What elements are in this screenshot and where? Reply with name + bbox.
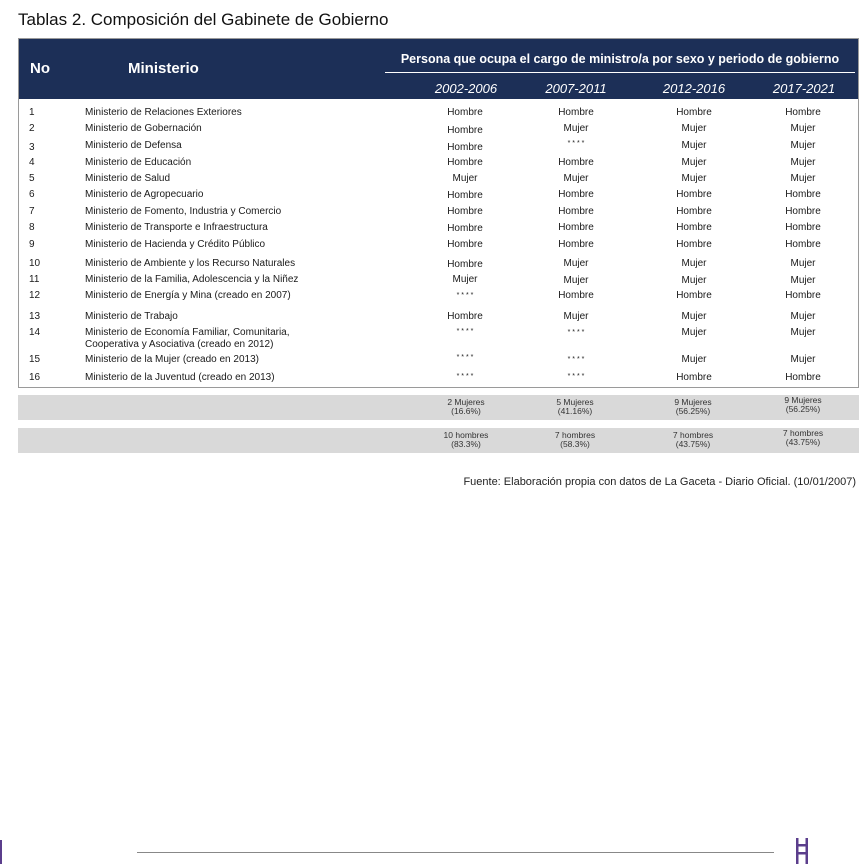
row-value: Hombre <box>785 239 821 250</box>
row-value: Hombre <box>676 239 712 250</box>
row-value: Hombre <box>447 190 483 201</box>
row-value: Hombre <box>447 223 483 234</box>
ladder-icon <box>794 838 810 864</box>
row-value: Hombre <box>447 259 483 270</box>
row-value: * * * * <box>456 373 474 380</box>
row-no: 1 <box>29 107 35 118</box>
table-row <box>19 123 858 137</box>
table-row <box>19 354 858 368</box>
row-value: Mujer <box>681 327 707 338</box>
row-ministerio: Ministerio de la Familia, Adolescencia y la Niñez <box>85 274 299 285</box>
table-title: Tablas 2. Composición del Gabinete de Gobierno <box>18 10 389 29</box>
row-value: Mujer <box>681 157 707 168</box>
row-ministerio: Ministerio de Transporte e Infraestructura <box>85 222 268 233</box>
summary-pct: (16.6%) <box>451 406 481 416</box>
row-value: Mujer <box>790 173 816 184</box>
row-no: 7 <box>29 206 35 217</box>
summary-pct: (41.16%) <box>557 406 593 416</box>
summary-label: 7 hombres <box>782 428 824 438</box>
table-row <box>19 157 858 171</box>
header-period-2017: 2017-2021 <box>772 81 836 96</box>
page-edge-mark <box>0 840 2 864</box>
summary-men-2007 <box>530 431 620 449</box>
source-note: Fuente: Elaboración propia con datos de La Gaceta - Diario Oficial. (10/01/2007) <box>463 476 856 488</box>
row-value: Hombre <box>785 189 821 200</box>
row-value: * * * * <box>567 373 585 380</box>
header-ministerio: Ministerio <box>128 60 199 77</box>
row-ministerio: Ministerio de Salud <box>85 173 171 184</box>
summary-women-2017 <box>758 396 848 414</box>
row-value: Hombre <box>785 222 821 233</box>
row-ministerio: Ministerio de la Juventud (creado en 2013) <box>85 372 275 383</box>
row-ministerio: Ministerio de Trabajo <box>85 311 178 322</box>
row-no: 5 <box>29 173 35 184</box>
table-header <box>19 39 858 99</box>
row-ministerio: Ministerio de Fomento, Industria y Comercio <box>85 206 282 217</box>
summary-women-2012 <box>648 398 738 416</box>
table-row <box>19 274 858 288</box>
row-value: Hombre <box>676 107 712 118</box>
row-value: * * * * <box>456 292 474 299</box>
summary-men-2017 <box>758 429 848 447</box>
row-ministerio: Ministerio de Hacienda y Crédito Público <box>85 239 266 250</box>
row-value: Mujer <box>790 157 816 168</box>
row-no: 6 <box>29 189 35 200</box>
row-ministerio: Ministerio de Educación <box>85 157 192 168</box>
summary-label: 10 hombres <box>443 430 489 440</box>
row-value: Hombre <box>785 206 821 217</box>
row-value: Hombre <box>447 157 483 168</box>
row-value: Mujer <box>681 354 707 365</box>
row-value: Hombre <box>558 107 594 118</box>
summary-pct: (56.25%) <box>785 404 821 414</box>
table-row <box>19 290 858 304</box>
row-value: Hombre <box>558 239 594 250</box>
row-no: 4 <box>29 157 35 168</box>
row-no: 16 <box>29 372 41 383</box>
row-value: Mujer <box>790 258 816 269</box>
row-no: 11 <box>29 274 40 285</box>
table-row <box>19 258 858 272</box>
header-divider <box>385 72 855 73</box>
row-value: Hombre <box>558 157 594 168</box>
summary-men-2002 <box>421 431 511 449</box>
row-no: 13 <box>29 311 41 322</box>
row-value: Mujer <box>790 140 816 151</box>
summary-women-row <box>18 395 859 420</box>
summary-men-2012 <box>648 431 738 449</box>
header-period-2002: 2002-2006 <box>434 81 498 96</box>
row-value: Hombre <box>676 290 712 301</box>
row-value: Mujer <box>681 275 707 286</box>
summary-label: 7 hombres <box>554 430 596 440</box>
row-value: Mujer <box>790 327 816 338</box>
row-value: Mujer <box>563 123 589 134</box>
header-period-2007: 2007-2011 <box>545 81 607 96</box>
row-value: Hombre <box>447 206 483 217</box>
summary-label: 9 Mujeres <box>674 397 712 407</box>
row-no: 14 <box>29 327 41 338</box>
row-ministerio: Ministerio de Relaciones Exteriores <box>85 107 242 118</box>
summary-label: 9 Mujeres <box>784 395 822 405</box>
row-value: Mujer <box>563 275 589 286</box>
row-ministerio: Ministerio de la Mujer (creado en 2013) <box>85 354 259 365</box>
row-value: Mujer <box>681 311 707 322</box>
row-no: 10 <box>29 258 41 269</box>
row-ministerio: Ministerio de Defensa <box>85 140 182 151</box>
row-ministerio-line2: Cooperativa y Asociativa (creado en 2012) <box>85 339 274 350</box>
summary-pct: (43.75%) <box>675 439 711 449</box>
row-value: Hombre <box>558 206 594 217</box>
summary-pct: (56.25%) <box>675 406 711 416</box>
summary-women-2002 <box>421 398 511 416</box>
table-row <box>19 206 858 220</box>
row-no: 9 <box>29 239 35 250</box>
row-value: * * * * <box>567 356 585 363</box>
table-row <box>19 327 858 353</box>
summary-pct: (58.3%) <box>560 439 590 449</box>
row-value: Mujer <box>563 173 589 184</box>
row-value: Mujer <box>681 140 707 151</box>
row-value: Mujer <box>790 123 816 134</box>
row-value: Mujer <box>563 311 589 322</box>
row-value: Mujer <box>681 123 707 134</box>
row-ministerio: Ministerio de Energía y Mina (creado en 2007) <box>85 290 291 301</box>
row-value: * * * * <box>456 354 474 361</box>
summary-pct: (83.3%) <box>451 439 481 449</box>
row-ministerio: Ministerio de Gobernación <box>85 123 202 134</box>
summary-women-2007 <box>530 398 620 416</box>
summary-label: 2 Mujeres <box>447 397 485 407</box>
row-value: Hombre <box>676 222 712 233</box>
header-period-2012: 2012-2016 <box>662 81 726 96</box>
row-no: 8 <box>29 222 35 233</box>
summary-pct: (43.75%) <box>785 437 821 447</box>
row-value: * * * * <box>456 328 474 335</box>
row-value: Hombre <box>558 222 594 233</box>
row-no: 12 <box>29 290 41 301</box>
row-value: Mujer <box>790 311 816 322</box>
row-ministerio: Ministerio de Agropecuario <box>85 189 204 200</box>
row-no: 2 <box>29 123 35 134</box>
footer-divider <box>137 852 774 853</box>
row-no: 3 <box>29 142 35 153</box>
row-no: 15 <box>29 354 41 365</box>
row-value: Hombre <box>447 142 483 153</box>
row-value: Mujer <box>452 274 478 285</box>
row-value: Mujer <box>790 275 816 286</box>
row-value: Mujer <box>681 173 707 184</box>
row-value: Mujer <box>563 258 589 269</box>
row-value: Hombre <box>558 290 594 301</box>
table-row <box>19 173 858 187</box>
row-value: Hombre <box>447 239 483 250</box>
cabinet-table <box>18 38 859 388</box>
row-value: Hombre <box>558 189 594 200</box>
row-value: * * * * <box>567 329 585 336</box>
summary-label: 7 hombres <box>672 430 714 440</box>
row-value: * * * * <box>567 140 585 147</box>
row-value: Hombre <box>447 107 483 118</box>
table-row <box>19 189 858 203</box>
row-ministerio: Ministerio de Economía Familiar, Comunitaria, <box>85 327 290 338</box>
row-value: Hombre <box>676 372 712 383</box>
row-value: Hombre <box>676 189 712 200</box>
row-value: Hombre <box>785 107 821 118</box>
row-value: Hombre <box>785 290 821 301</box>
row-value: Mujer <box>452 173 478 184</box>
header-persona: Persona que ocupa el cargo de ministro/a por sexo y periodo de gobierno <box>400 52 840 66</box>
table-row <box>19 107 858 121</box>
table-row <box>19 372 858 386</box>
row-value: Mujer <box>681 258 707 269</box>
table-row <box>19 140 858 154</box>
row-value: Hombre <box>676 206 712 217</box>
summary-label: 5 Mujeres <box>556 397 594 407</box>
row-ministerio: Ministerio de Ambiente y los Recurso Naturales <box>85 258 296 269</box>
table-row <box>19 222 858 236</box>
row-value: Hombre <box>447 311 483 322</box>
row-value: Mujer <box>790 354 816 365</box>
row-value: Hombre <box>785 372 821 383</box>
row-value: Hombre <box>447 125 483 136</box>
table-row <box>19 311 858 325</box>
summary-men-row <box>18 428 859 453</box>
header-no: No <box>30 60 50 77</box>
table-row <box>19 239 858 253</box>
